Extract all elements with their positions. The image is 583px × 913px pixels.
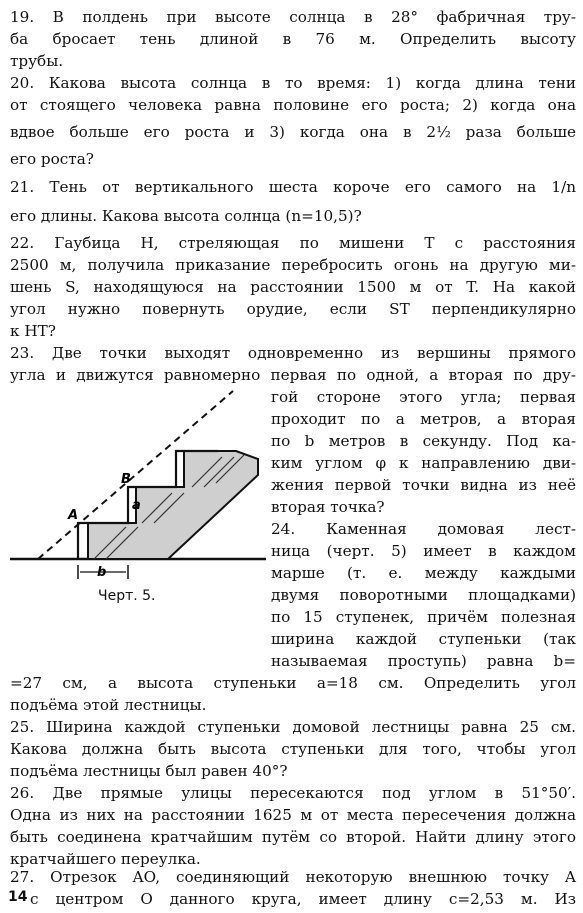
- text-line: 20. Какова высота солнца в то время: 1) когда длина тени: [10, 74, 576, 92]
- text-line: гой стороне этого угла; первая: [271, 388, 576, 406]
- text-line: угла и движутся равномерно первая по одной, а вторая по дру-: [10, 366, 576, 384]
- label-B: B: [121, 472, 131, 487]
- text-line: ба бросает тень длиной в 76 м. Определить высоту: [10, 30, 576, 48]
- text-line: 21. Тень от вертикального шеста короче его самого на 1/n: [10, 178, 576, 196]
- text-line: Одна из них на расстоянии 1625 м от места пересечения должна: [10, 806, 576, 824]
- text-line: 23. Две точки выходят одновременно из вершины прямого: [10, 344, 576, 362]
- page-number: 14: [8, 889, 28, 905]
- text-line: марше (т. е. между каждыми: [271, 564, 576, 582]
- label-b: b: [97, 565, 107, 580]
- text-line: по 15 ступенек, причём полезная: [271, 608, 576, 626]
- text-line: жения первой точки видна из неё: [271, 476, 576, 494]
- text-line: шень S, находящуюся на расстоянии 1500 м от T. На какой: [10, 278, 576, 296]
- text-line: 24. Каменная домовая лест-: [271, 520, 576, 538]
- text-line: угол нужно повернуть орудие, если ST перпендикулярно: [10, 300, 576, 318]
- text-line: 19. В полдень при высоте солнца в 28° фабричная тру-: [10, 8, 576, 26]
- text-line: 27. Отрезок AO, соединяющий некоторую внешнюю точку A: [10, 868, 576, 886]
- text-line: =27 см, а высота ступеньки a=18 см. Определить угол: [10, 674, 576, 692]
- text-line: называемая проступь) равна b=: [271, 652, 576, 670]
- text-line: проходит по a метров, а вторая: [271, 410, 576, 428]
- staircase-figure: [8, 383, 270, 583]
- text-line: быть соединена кратчайшим путём со второй. Найти длину этого: [10, 828, 576, 846]
- text-line: вдвое больше его роста и 3) когда она в 2½ раза больше: [10, 123, 576, 141]
- text-line: 25. Ширина каждой ступеньки домовой лестницы равна 25 см.: [10, 718, 576, 736]
- text-line: подъёма этой лестницы.: [10, 696, 207, 714]
- text-line: по b метров в секунду. Под ка-: [271, 432, 576, 450]
- text-line: ширина каждой ступеньки (так: [271, 630, 576, 648]
- text-line: его роста?: [10, 150, 94, 168]
- text-line: подъёма лестницы был равен 40°?: [10, 762, 288, 780]
- text-line: кратчайшего переулка.: [10, 850, 201, 868]
- text-line: ким углом φ к направлению дви-: [271, 454, 576, 472]
- text-line: двумя поворотными площадками): [271, 586, 576, 604]
- text-line: его длины. Какова высота солнца (n=10,5)?: [10, 207, 362, 225]
- text-line: с центром O данного круга, имеет длину c=2,53 м. Из: [30, 890, 576, 908]
- text-line: 26. Две прямые улицы пересекаются под углом в 51°50′.: [10, 784, 576, 802]
- label-A: A: [68, 508, 79, 523]
- text-line: вторая точка?: [271, 498, 385, 516]
- text-line: трубы.: [10, 52, 64, 70]
- text-line: 22. Гаубица H, стреляющая по мишени T с расстояния: [10, 234, 576, 252]
- text-line: от стоящего человека равна половине его роста; 2) когда она: [10, 96, 576, 114]
- text-line: 2500 м, получила приказание перебросить огонь на другую ми-: [10, 256, 576, 274]
- text-line: к HT?: [10, 322, 56, 340]
- figure-caption: Черт. 5.: [98, 588, 156, 604]
- label-a: a: [132, 498, 141, 513]
- text-line: ница (черт. 5) имеет в каждом: [271, 542, 576, 560]
- text-line: Какова должна быть высота ступеньки для того, чтобы угол: [10, 740, 576, 758]
